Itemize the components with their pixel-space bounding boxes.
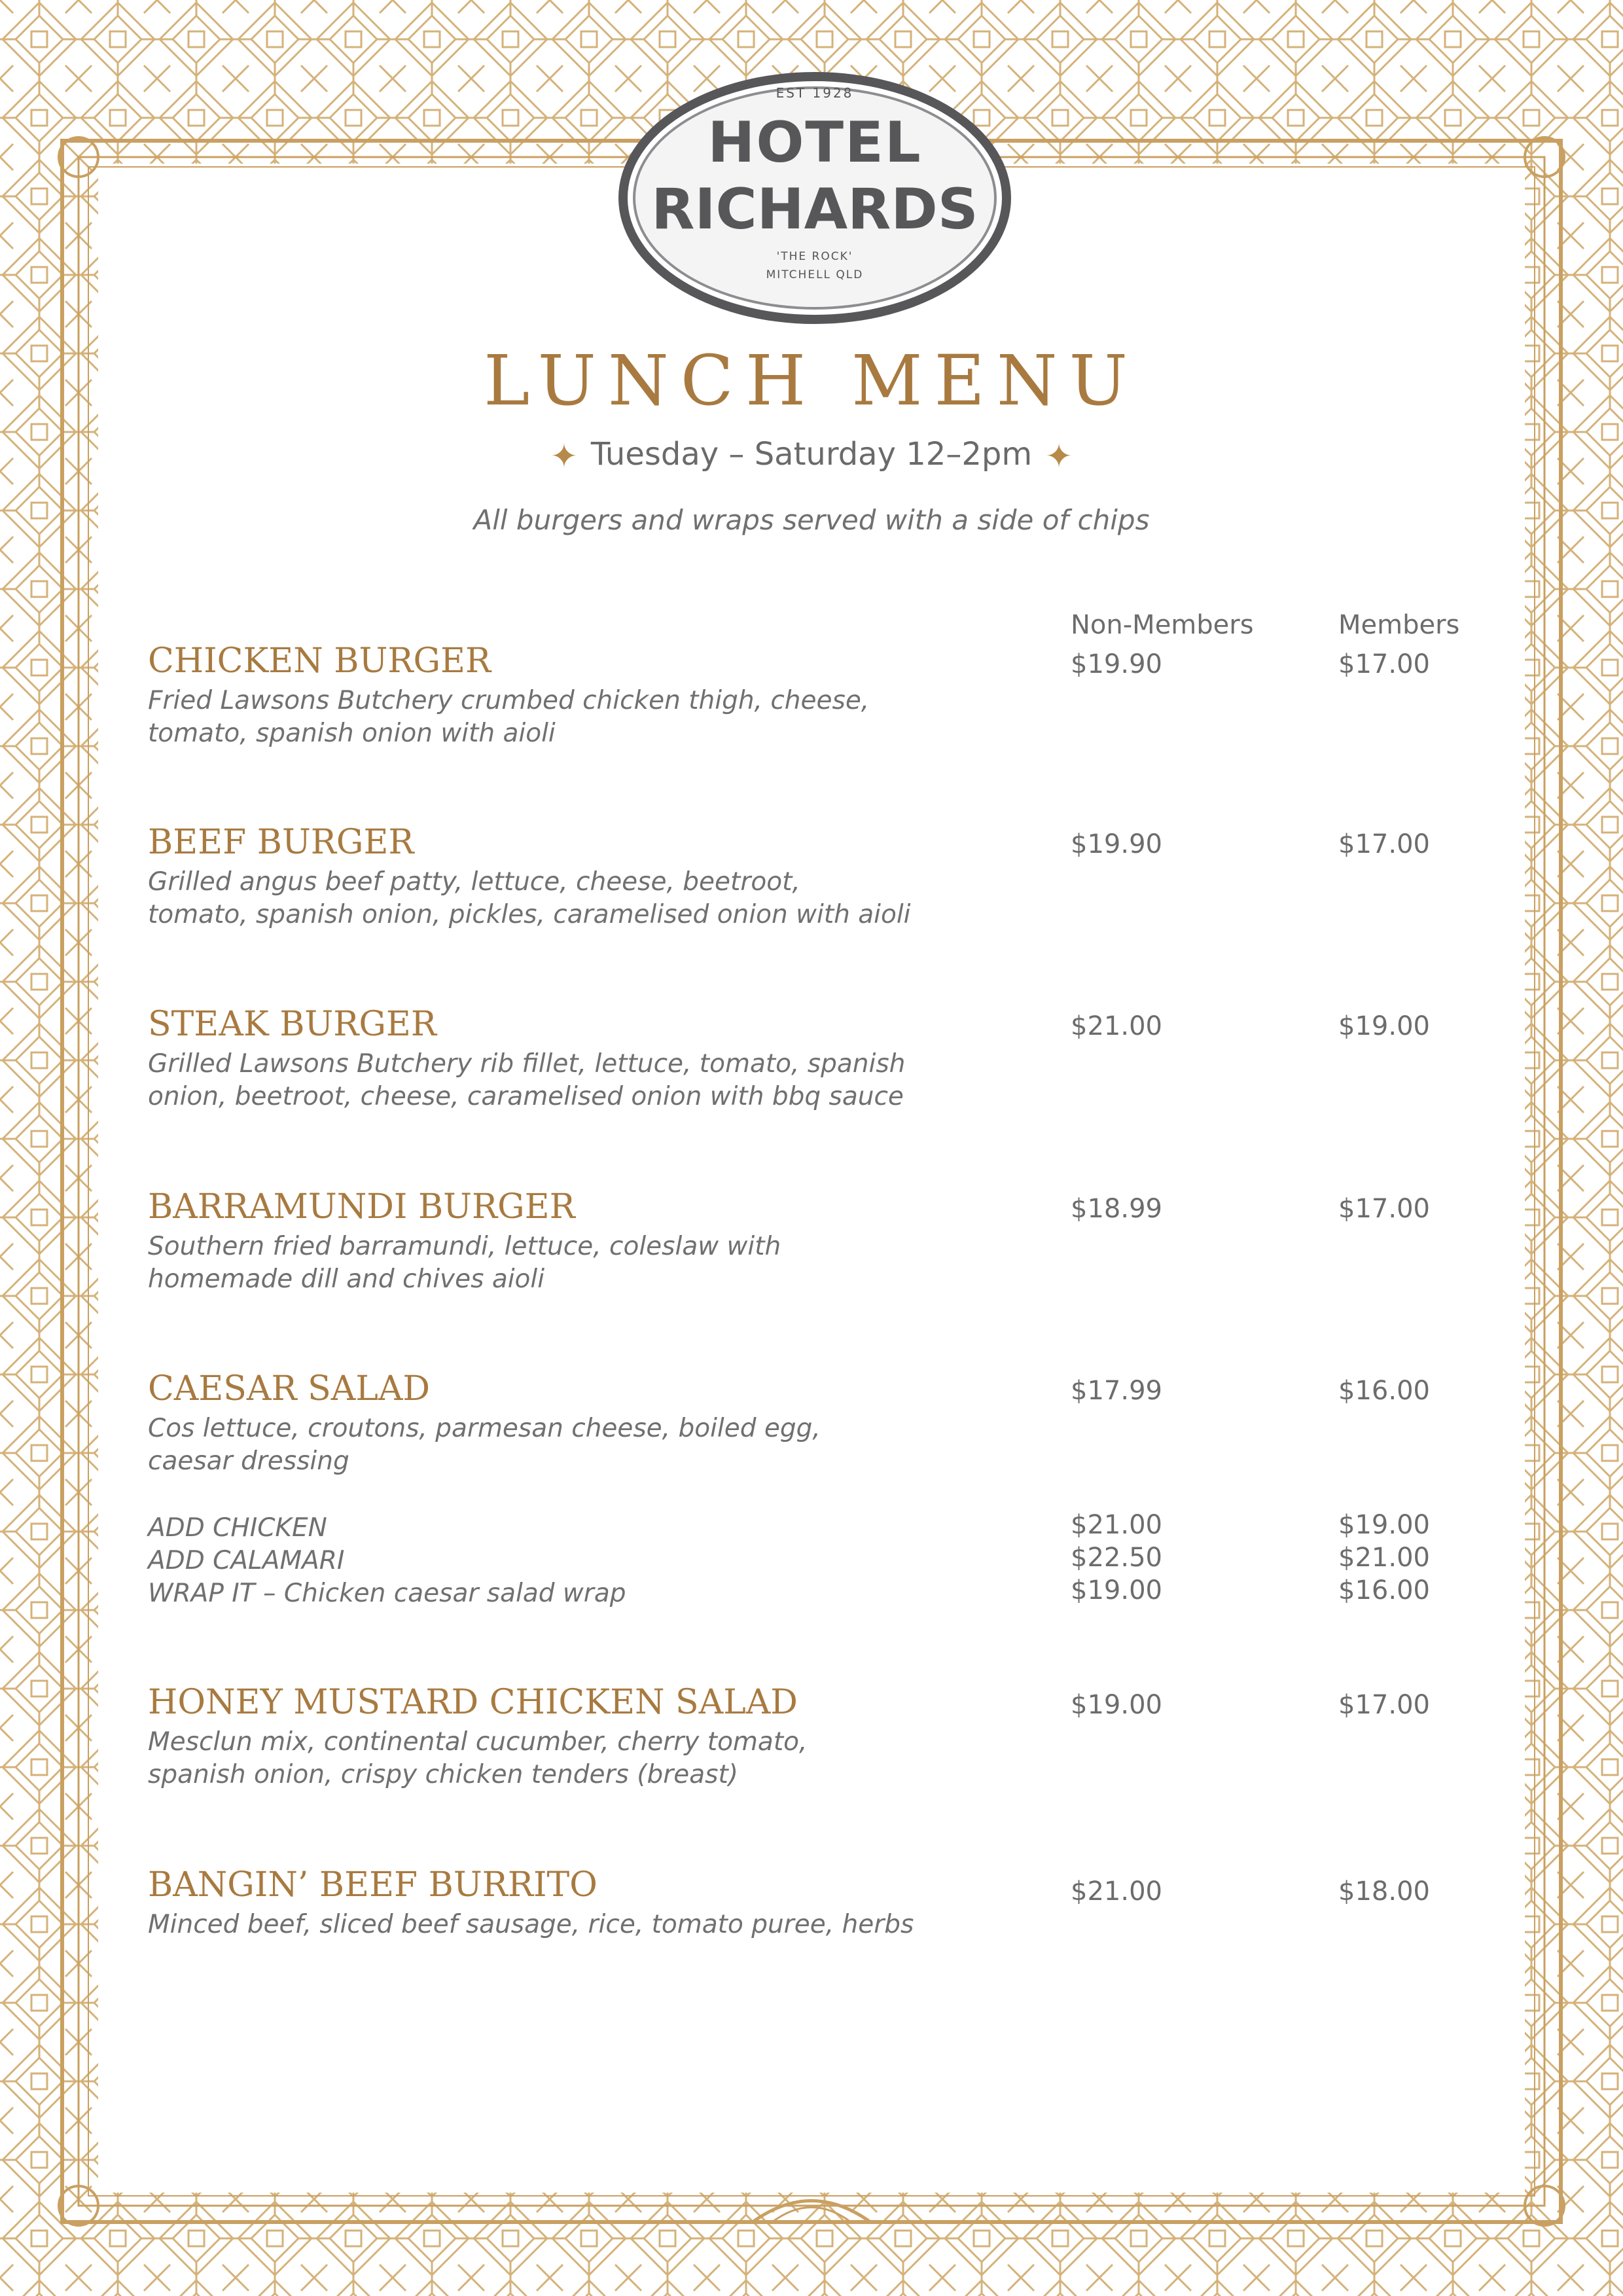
extra-price-member: $21.00 — [1338, 1543, 1430, 1573]
logo-tagline1: 'THE ROCK' — [776, 250, 853, 263]
item-name: HONEY MUSTARD CHICKEN SALAD — [148, 1683, 798, 1722]
price-member: $17.00 — [1338, 649, 1430, 679]
hours-text: Tuesday – Saturday 12–2pm — [590, 436, 1033, 473]
item-name: BANGIN’ BEEF BURRITO — [148, 1865, 597, 1905]
price-member: $17.00 — [1338, 829, 1430, 859]
price-non-member: $19.90 — [1071, 829, 1162, 859]
logo-est: EST 1928 — [776, 85, 854, 101]
item-description: Grilled Lawsons Butchery rib fillet, lettuce, tomato, spanish onion, beetroot, cheese, caramelised onion with bbq sauce — [148, 1049, 906, 1111]
item-name: CHICKEN BURGER — [148, 641, 491, 681]
item-description: Cos lettuce, croutons, parmesan cheese, boiled egg, caesar dressing — [148, 1414, 821, 1476]
menu-item — [148, 640, 1064, 750]
extra-option: WRAP IT – Chicken caesar salad wrap — [148, 1579, 626, 1608]
item-name: BARRAMUNDI BURGER — [148, 1187, 575, 1227]
price-non-member: $19.00 — [1071, 1690, 1162, 1720]
item-description: Minced beef, sliced beef sausage, rice, tomato puree, herbs — [148, 1910, 914, 1939]
extra-price-member: $19.00 — [1338, 1510, 1430, 1540]
item-description: Southern fried barramundi, lettuce, coleslaw with homemade dill and chives aioli — [148, 1232, 781, 1294]
ornament-left-icon: ✦ — [550, 437, 578, 475]
extra-price-non-member: $21.00 — [1071, 1510, 1162, 1540]
menu-subtitle: All burgers and wraps served with a side of chips — [473, 504, 1150, 536]
item-name: BEEF BURGER — [148, 823, 414, 862]
menu-item — [148, 1368, 1064, 1478]
menu-item — [148, 1681, 1064, 1791]
extra-price-member: $16.00 — [1338, 1575, 1430, 1605]
column-header-members: Members — [1338, 610, 1460, 640]
column-header-non-members: Non-Members — [1071, 610, 1254, 640]
logo-line2: RICHARDS — [651, 177, 978, 242]
price-member: $16.00 — [1338, 1376, 1430, 1406]
extra-price-non-member: $22.50 — [1071, 1543, 1162, 1573]
page-title: LUNCH MENU — [484, 340, 1139, 421]
menu-item — [148, 1864, 1064, 1941]
price-non-member: $21.00 — [1071, 1876, 1162, 1907]
price-non-member: $17.99 — [1071, 1376, 1162, 1406]
item-description: Mesclun mix, continental cucumber, cherry tomato, spanish onion, crispy chicken tenders (breast) — [148, 1727, 808, 1789]
ornament-right-icon: ✦ — [1045, 437, 1073, 475]
extra-price-non-member: $19.00 — [1071, 1575, 1162, 1605]
price-member: $17.00 — [1338, 1690, 1430, 1720]
item-name: STEAK BURGER — [148, 1005, 437, 1044]
item-description: Grilled angus beef patty, lettuce, cheese, beetroot, tomato, spanish onion, pickles, caramelised onion with aioli — [148, 867, 911, 929]
opening-hours — [0, 436, 1623, 475]
price-non-member: $21.00 — [1071, 1011, 1162, 1041]
item-description: Fried Lawsons Butchery crumbed chicken thigh, cheese, tomato, spanish onion with aioli — [148, 686, 870, 748]
price-non-member: $18.99 — [1071, 1194, 1162, 1224]
hotel-logo — [618, 72, 1011, 324]
price-non-member: $19.90 — [1071, 649, 1162, 679]
extra-option: ADD CHICKEN — [148, 1513, 327, 1543]
price-member: $19.00 — [1338, 1011, 1430, 1041]
extra-option: ADD CALAMARI — [148, 1546, 345, 1575]
logo-tagline2: MITCHELL QLD — [766, 268, 864, 281]
menu-item — [148, 1003, 1064, 1113]
menu-item — [148, 1186, 1064, 1296]
logo-line1: HOTEL — [707, 110, 922, 175]
price-member: $18.00 — [1338, 1876, 1430, 1907]
menu-item — [148, 821, 1064, 931]
item-name: CAESAR SALAD — [148, 1369, 431, 1408]
price-member: $17.00 — [1338, 1194, 1430, 1224]
